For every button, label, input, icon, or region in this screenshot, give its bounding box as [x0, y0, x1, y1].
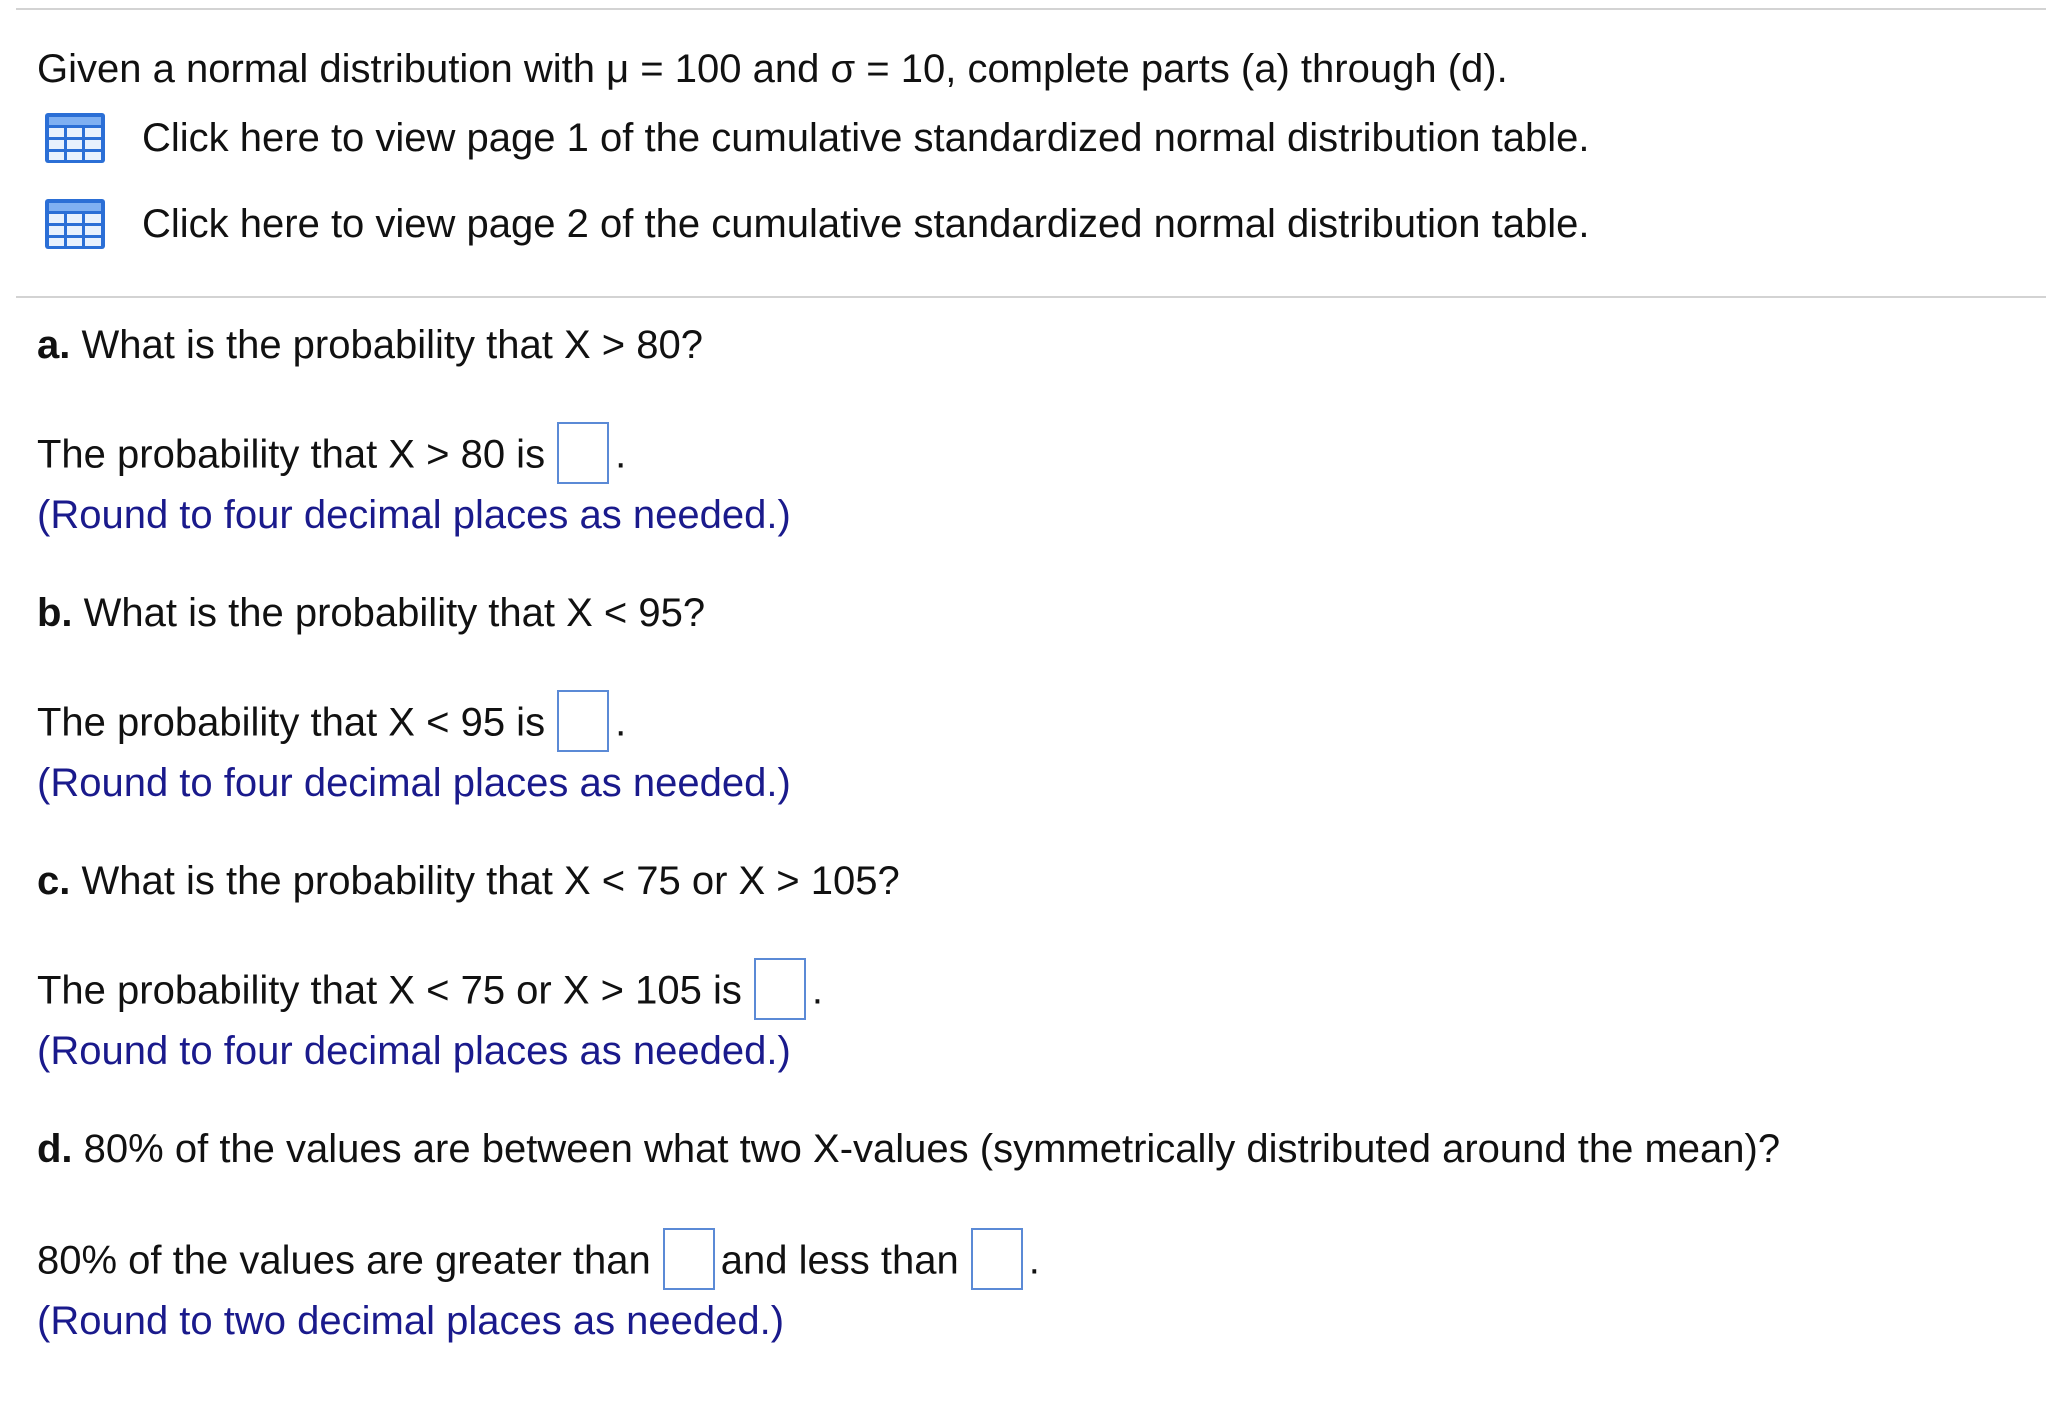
answer-a-row: The probability that X > 80 is .: [37, 426, 626, 488]
answer-d-lower-input[interactable]: [663, 1228, 715, 1290]
hint-c: (Round to four decimal places as needed.): [37, 1029, 791, 1073]
question-b: [37, 588, 705, 638]
section-divider: [16, 296, 2046, 298]
answer-a-prefix: The probability that X > 80 is: [37, 432, 546, 477]
table-link-label: Click here to view page 1 of the cumulative standardized normal distribution table.: [142, 116, 1590, 160]
answer-d-prefix: 80% of the values are greater than: [37, 1238, 651, 1283]
part-letter-c: c.: [37, 859, 71, 903]
hint-a: (Round to four decimal places as needed.): [37, 493, 791, 537]
table-icon: [44, 112, 106, 164]
question-d: [37, 1124, 1780, 1174]
answer-d-middle: and less than: [720, 1238, 959, 1283]
part-letter-a: a.: [37, 323, 71, 367]
question-b-text: What is the probability that X < 95?: [83, 591, 706, 635]
table-icon: [44, 198, 106, 250]
answer-b-input[interactable]: [557, 690, 609, 752]
problem-intro: Given a normal distribution with μ = 100 and σ = 10, complete parts (a) through (d).: [37, 47, 1508, 91]
answer-c-prefix: The probability that X < 75 or X > 105 is: [37, 968, 742, 1013]
question-a: [37, 320, 703, 370]
answer-a-input[interactable]: [557, 422, 609, 484]
question-d-text: 80% of the values are between what two X-values (symmetrically distributed around the mean)?: [83, 1127, 1781, 1171]
part-letter-b: b.: [37, 591, 73, 635]
question-c: [37, 856, 900, 906]
question-a-text: What is the probability that X > 80?: [81, 323, 703, 367]
table-link-page-1[interactable]: [44, 112, 1589, 164]
table-link-label: Click here to view page 2 of the cumulative standardized normal distribution table.: [142, 202, 1590, 246]
answer-c-row: The probability that X < 75 or X > 105 is .: [37, 962, 823, 1024]
answer-c-input[interactable]: [754, 958, 806, 1020]
answer-b-row: The probability that X < 95 is .: [37, 694, 626, 756]
hint-d: (Round to two decimal places as needed.): [37, 1299, 785, 1343]
answer-d-row: 80% of the values are greater than and less than .: [37, 1232, 1040, 1294]
table-link-page-2[interactable]: [44, 198, 1589, 250]
answer-d-upper-input[interactable]: [971, 1228, 1023, 1290]
hint-b: (Round to four decimal places as needed.): [37, 761, 791, 805]
part-letter-d: d.: [37, 1127, 73, 1171]
answer-b-prefix: The probability that X < 95 is: [37, 700, 546, 745]
question-c-text: What is the probability that X < 75 or X > 105?: [81, 859, 900, 903]
top-divider: [16, 8, 2046, 10]
